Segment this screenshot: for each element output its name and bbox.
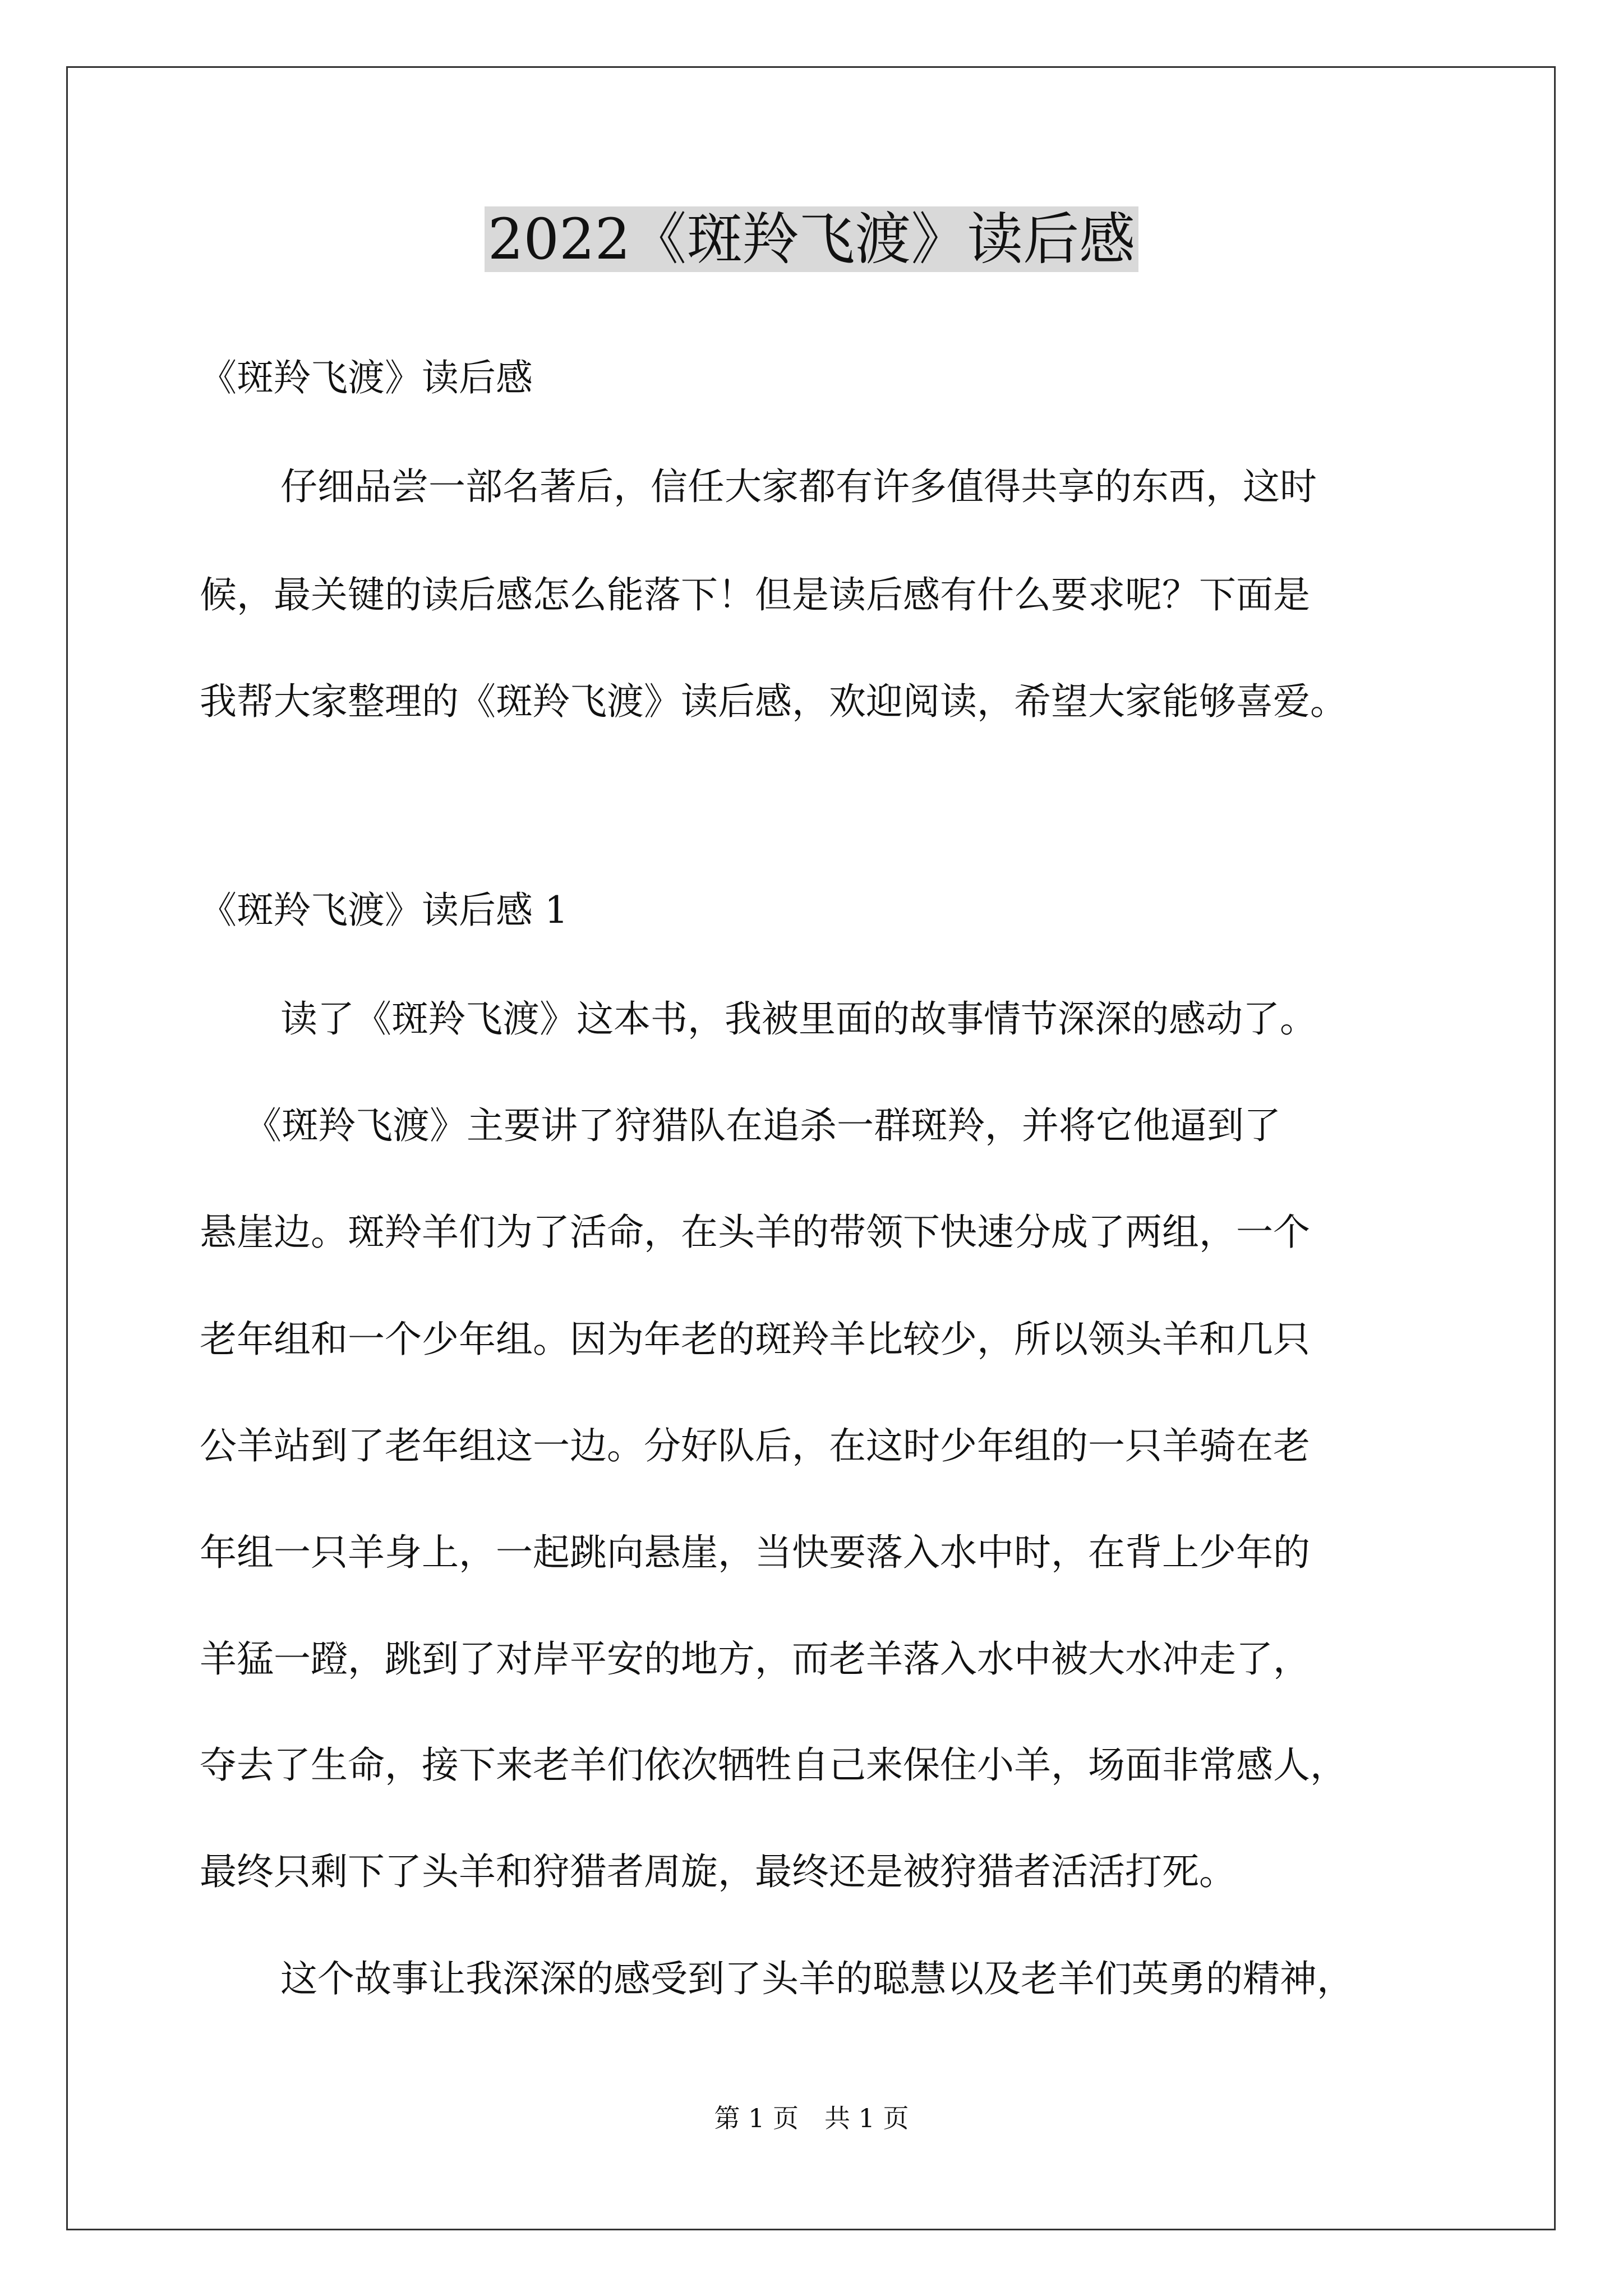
body-line-2: 《斑羚飞渡》主要讲了狩猎队在追杀一群斑羚，并将它他逼到了 bbox=[245, 1104, 1281, 1147]
body-line-5: 公羊站到了老年组这一边。分好队后，在这时少年组的一只羊骑在老 bbox=[200, 1424, 1310, 1467]
intro-subheading: 《斑羚飞渡》读后感 bbox=[200, 356, 533, 399]
page-footer: 第 1 页 共 1 页 bbox=[714, 2103, 909, 2133]
body-line-8: 夺去了生命，接下来老羊们依次牺牲自己来保住小羊，场面非常感人， bbox=[200, 1743, 1347, 1787]
body-line-7: 羊猛一蹬，跳到了对岸平安的地方，而老羊落入水中被大水冲走了， bbox=[200, 1637, 1310, 1681]
body-line-9: 最终只剩下了头羊和狩猎者周旋，最终还是被狩猎者活活打死。 bbox=[200, 1850, 1236, 1893]
body-line-1: 读了《斑羚飞渡》这本书，我被里面的故事情节深深的感动了。 bbox=[280, 997, 1317, 1041]
body-line-4: 老年组和一个少年组。因为年老的斑羚羊比较少，所以领头羊和几只 bbox=[200, 1318, 1310, 1361]
section-1-subheading: 《斑羚飞渡》读后感 1 bbox=[200, 889, 568, 932]
body-line-3: 悬崖边。斑羚羊们为了活命，在头羊的带领下快速分成了两组，一个 bbox=[200, 1211, 1310, 1254]
document-title bbox=[0, 203, 1623, 276]
body-line-10: 这个故事让我深深的感受到了头羊的聪慧以及老羊们英勇的精神， bbox=[280, 1957, 1354, 2000]
intro-line-2: 候，最关键的读后感怎么能落下！但是读后感有什么要求呢？下面是 bbox=[200, 573, 1310, 616]
intro-line-1: 仔细品尝一部名著后，信任大家都有许多值得共享的东西，这时 bbox=[280, 465, 1317, 508]
intro-line-3: 我帮大家整理的《斑羚飞渡》读后感，欢迎阅读，希望大家能够喜爱。 bbox=[200, 680, 1347, 723]
body-line-6: 年组一只羊身上，一起跳向悬崖，当快要落入水中时，在背上少年的 bbox=[200, 1531, 1310, 1574]
document-title-text: 2022《斑羚飞渡》读后感 bbox=[485, 206, 1139, 272]
